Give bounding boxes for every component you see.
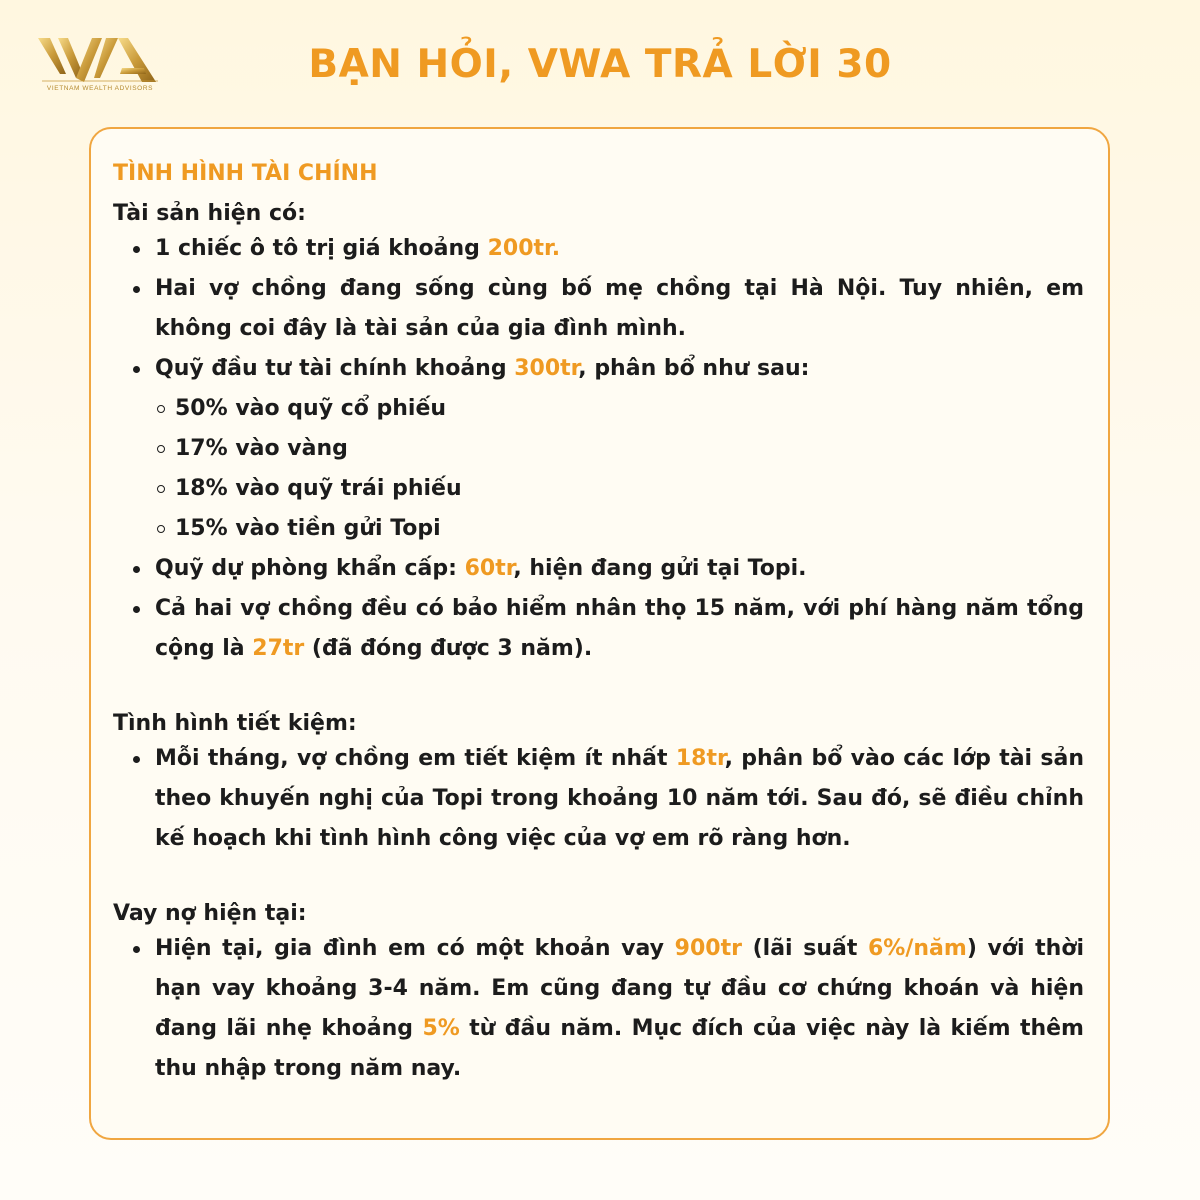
page-title: BẠN HỎI, VWA TRẢ LỜI 30	[308, 42, 892, 87]
list-item-fund: Quỹ đầu tư tài chính khoảng 300tr, phân bổ như sau:	[113, 349, 1084, 389]
list-item-house: Hai vợ chồng đang sống cùng bố mẹ chồng tại Hà Nội. Tuy nhiên, em không coi đây là tài sản của gia đình mình.	[113, 269, 1084, 349]
savings-value: 18tr	[675, 746, 725, 771]
insurance-value: 27tr	[252, 636, 305, 661]
content-card	[89, 127, 1110, 1140]
spacer	[113, 669, 1084, 709]
list-item-savings: Mỗi tháng, vợ chồng em tiết kiệm ít nhất 18tr, phân bổ vào các lớp tài sản theo khuyến nghị của Topi trong khoảng 10 năm tới. Sau đó, sẽ điều chỉnh kế hoạch khi tình hình công việc của vợ em rõ ràng hơn.	[113, 739, 1084, 859]
savings-list	[113, 739, 1084, 859]
section-heading: TÌNH HÌNH TÀI CHÍNH	[113, 161, 378, 186]
list-item-debt: Hiện tại, gia đình em có một khoản vay 900tr (lãi suất 6%/năm) với thời hạn vay khoảng 3-4 năm. Em cũng đang tự đầu cơ chứng khoán và hiện đang lãi nhẹ khoảng 5% từ đầu năm. Mục đích của việc này là kiếm thêm thu nhập trong năm nay.	[113, 929, 1084, 1089]
gain-value: 5%	[422, 1016, 460, 1041]
debt-list	[113, 929, 1084, 1089]
list-item-car: 1 chiếc ô tô trị giá khoảng 200tr.	[113, 229, 1084, 269]
spacer	[113, 859, 1084, 899]
allocation-item: 17% vào vàng	[113, 429, 1084, 469]
allocation-item: 15% vào tiền gửi Topi	[113, 509, 1084, 549]
list-item-emergency: Quỹ dự phòng khẩn cấp: 60tr, hiện đang gửi tại Topi.	[113, 549, 1084, 589]
list-item-insurance: Cả hai vợ chồng đều có bảo hiểm nhân thọ 15 năm, với phí hàng năm tổng cộng là 27tr (đã đóng được 3 năm).	[113, 589, 1084, 669]
assets-heading: Tài sản hiện có:	[113, 201, 306, 226]
rate-value: 6%/năm	[867, 936, 967, 961]
car-value: 200tr.	[487, 236, 561, 261]
fund-value: 300tr	[514, 356, 579, 381]
logo-caption: VIETNAM WEALTH ADVISORS	[46, 85, 154, 92]
savings-heading: Tình hình tiết kiệm:	[113, 711, 357, 736]
debt-heading: Vay nợ hiện tại:	[113, 901, 307, 926]
fund-allocation-list	[113, 389, 1084, 549]
assets-list-continued	[113, 549, 1084, 669]
assets-list	[113, 229, 1084, 389]
emergency-value: 60tr	[464, 556, 514, 581]
loan-value: 900tr	[674, 936, 742, 961]
allocation-item: 18% vào quỹ trái phiếu	[113, 469, 1084, 509]
allocation-item: 50% vào quỹ cổ phiếu	[113, 389, 1084, 429]
